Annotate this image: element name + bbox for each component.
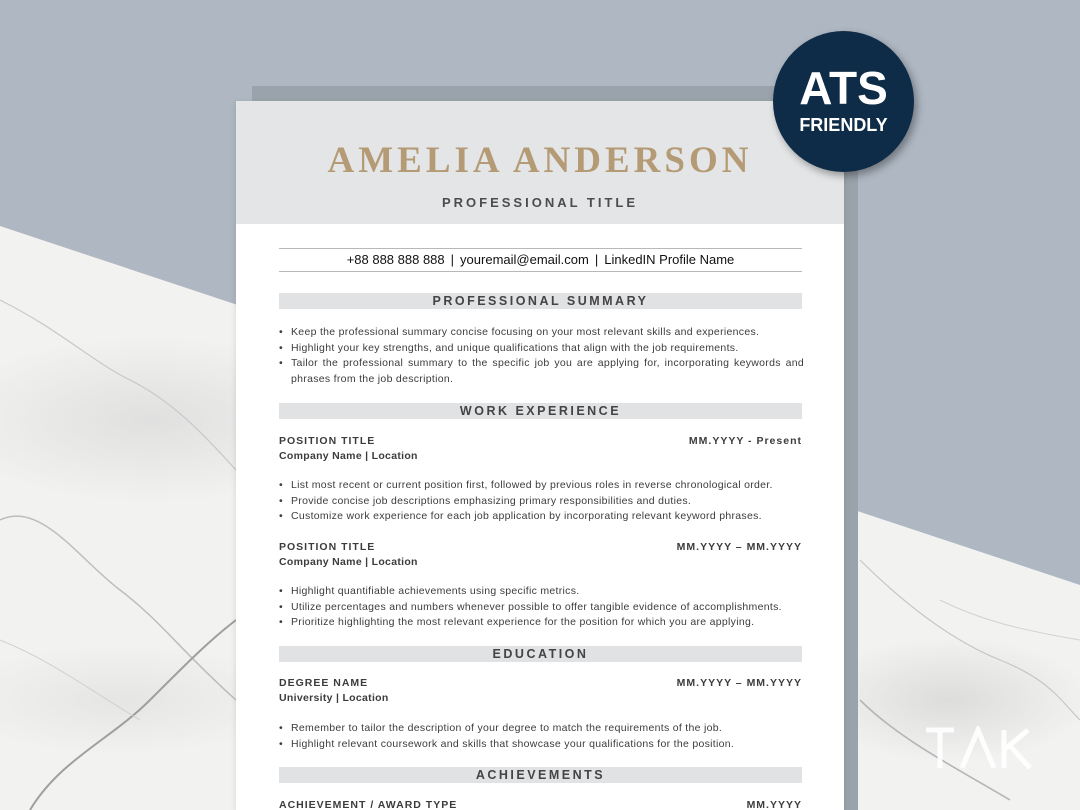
section-heading-experience: WORK EXPERIENCE: [279, 403, 802, 419]
achievement-type: ACHIEVEMENT / AWARD TYPE: [279, 799, 458, 810]
contact-line: [279, 248, 802, 272]
job-company: Company Name | Location: [279, 556, 418, 568]
summary-list: [279, 325, 804, 387]
list-item: • Customize work experience for each job application by incorporating relevant keyword phrases.: [279, 509, 804, 525]
section-heading-summary: PROFESSIONAL SUMMARY: [279, 293, 802, 309]
job-bullets: [279, 584, 804, 631]
resume-page: [236, 101, 844, 810]
job-title: POSITION TITLE: [279, 541, 376, 553]
job-bullets: [279, 478, 804, 525]
list-item: • Utilize percentages and numbers whenever possible to offer tangible evidence of accomplishments.: [279, 600, 804, 616]
list-item: • Highlight relevant coursework and skills that showcase your qualifications for the position.: [279, 737, 804, 753]
badge-line-2: FRIENDLY: [799, 115, 888, 135]
job-dates: MM.YYYY – MM.YYYY: [676, 541, 802, 553]
email-address: youremail@email.com: [460, 252, 589, 267]
achievement-date: MM.YYYY: [746, 799, 802, 810]
separator: |: [594, 252, 599, 267]
education-bullets: [279, 721, 804, 752]
resume-header: [236, 101, 844, 224]
list-item: • Remember to tailor the description of your degree to match the requirements of the job.: [279, 721, 804, 737]
job-company: Company Name | Location: [279, 450, 418, 462]
badge-line-1: ATS: [799, 62, 888, 114]
list-item: • Prioritize highlighting the most relevant experience for the position for which you are applying.: [279, 615, 804, 631]
job-dates: MM.YYYY - Present: [688, 435, 802, 447]
phone-number: +88 888 888 888: [346, 252, 445, 267]
professional-title: PROFESSIONAL TITLE: [441, 195, 639, 210]
list-item: • Provide concise job descriptions emphasizing primary responsibilities and duties.: [279, 494, 804, 510]
section-heading-education: EDUCATION: [279, 646, 802, 662]
degree-dates: MM.YYYY – MM.YYYY: [676, 677, 802, 689]
ats-friendly-badge: [773, 31, 914, 172]
list-item: • Highlight your key strengths, and unique qualifications that align with the job requirements.: [279, 341, 804, 357]
list-item: • List most recent or current position first, followed by previous roles in reverse chronological order.: [279, 478, 804, 494]
list-item: • Keep the professional summary concise focusing on your most relevant skills and experiences.: [279, 325, 804, 341]
degree-name: DEGREE NAME: [279, 677, 369, 689]
candidate-name: AMELIA ANDERSON: [327, 140, 753, 181]
job-title: POSITION TITLE: [279, 435, 376, 447]
list-item: • Highlight quantifiable achievements using specific metrics.: [279, 584, 804, 600]
university: University | Location: [279, 692, 389, 704]
section-heading-achievements: ACHIEVEMENTS: [279, 767, 802, 783]
linkedin-profile: LinkedIN Profile Name: [604, 252, 735, 267]
list-item: • Tailor the professional summary to the specific job you are applying for, incorporating keywords and phrases from the job description.: [279, 356, 804, 387]
tak-logo-icon: [924, 726, 1036, 772]
separator: |: [450, 252, 455, 267]
